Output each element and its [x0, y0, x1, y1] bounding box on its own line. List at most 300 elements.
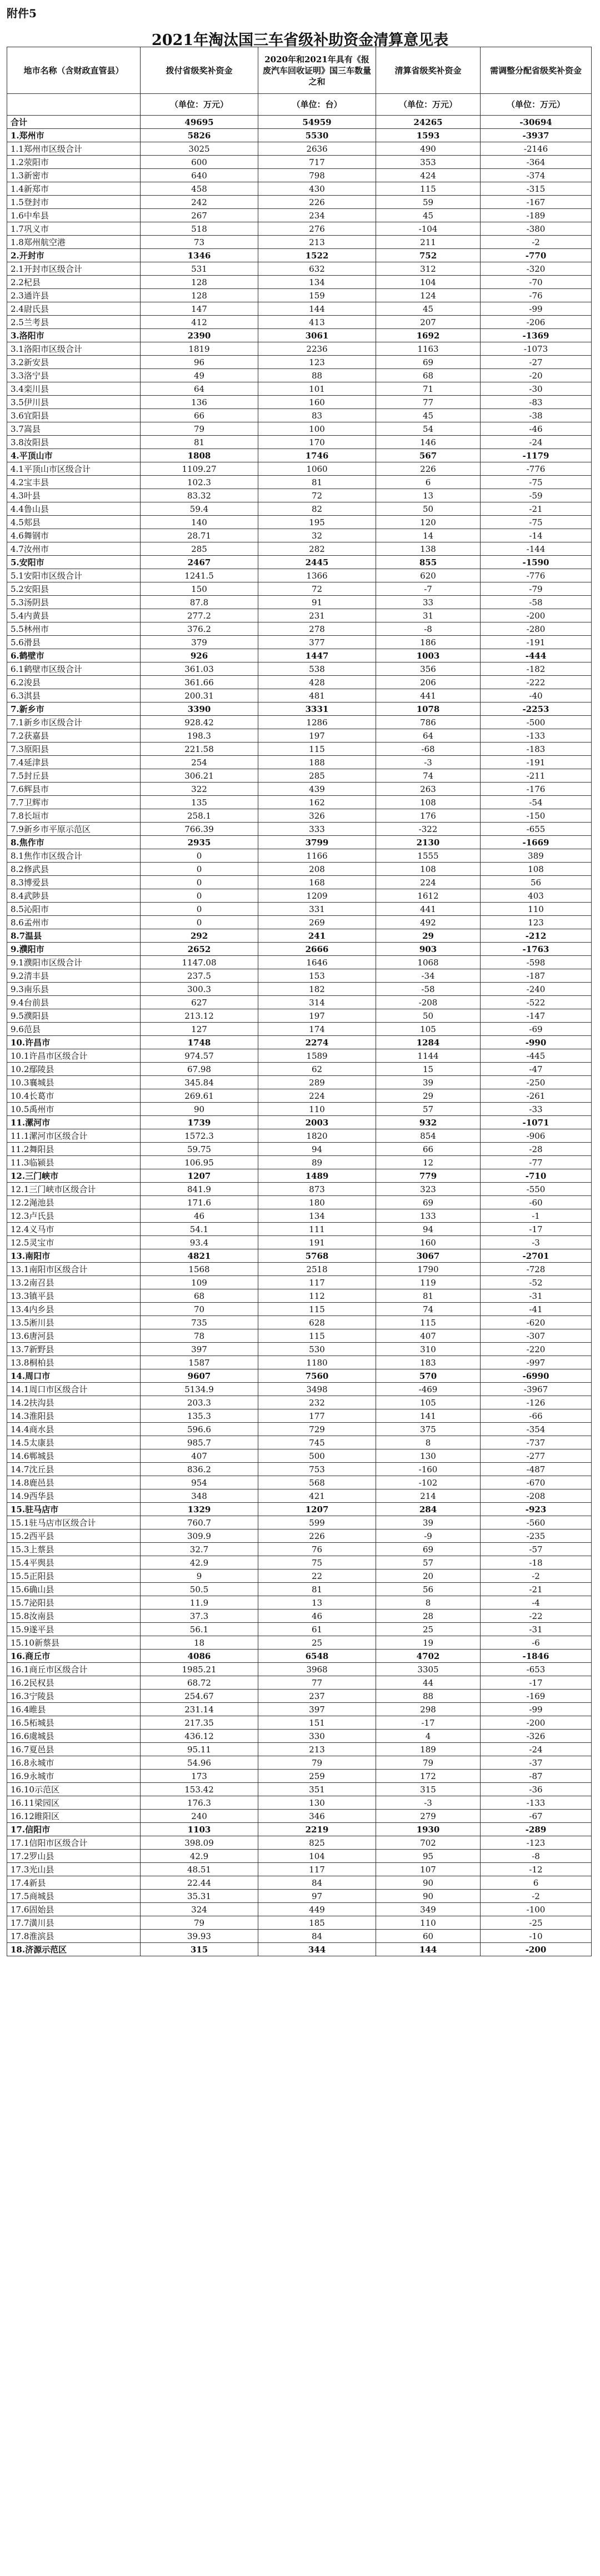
cell-region: 7.3原阳县 — [7, 743, 141, 756]
cell-region: 1.5登封市 — [7, 196, 141, 209]
cell-adjustment: -37 — [481, 1756, 592, 1770]
cell-vehicle-count: 330 — [258, 1730, 376, 1743]
cell-vehicle-count: 3498 — [258, 1383, 376, 1396]
cell-settled: 1003 — [376, 649, 481, 662]
cell-region: 15.10新蔡县 — [7, 1636, 141, 1650]
cell-settled: 1078 — [376, 702, 481, 716]
table-row — [7, 316, 592, 329]
cell-allocated: 231.14 — [141, 1703, 258, 1716]
table-row — [7, 636, 592, 649]
cell-vehicle-count: 83 — [258, 409, 376, 422]
cell-adjustment: 403 — [481, 889, 592, 903]
cell-allocated: 200.31 — [141, 689, 258, 702]
cell-adjustment: 123 — [481, 916, 592, 929]
cell-adjustment: -500 — [481, 716, 592, 729]
cell-allocated: 90 — [141, 1103, 258, 1116]
cell-region: 7.2获嘉县 — [7, 729, 141, 743]
cell-adjustment: -183 — [481, 743, 592, 756]
cell-vehicle-count: 115 — [258, 1303, 376, 1316]
cell-adjustment: -59 — [481, 489, 592, 502]
cell-adjustment: -250 — [481, 1076, 592, 1089]
cell-vehicle-count: 628 — [258, 1316, 376, 1329]
cell-allocated: 954 — [141, 1476, 258, 1489]
cell-settled: -3 — [376, 1796, 481, 1810]
table-row — [7, 1369, 592, 1383]
cell-adjustment: -123 — [481, 1836, 592, 1850]
table-row — [7, 676, 592, 689]
cell-vehicle-count: 7560 — [258, 1369, 376, 1383]
cell-adjustment: -6990 — [481, 1369, 592, 1383]
cell-region: 17.2罗山县 — [7, 1850, 141, 1863]
table-row — [7, 342, 592, 356]
cell-region: 16.12睢阳区 — [7, 1810, 141, 1823]
cell-adjustment: -206 — [481, 316, 592, 329]
cell-allocated: 83.32 — [141, 489, 258, 502]
cell-settled: 1692 — [376, 329, 481, 342]
cell-region: 3.3洛宁县 — [7, 369, 141, 382]
cell-region: 16.商丘市 — [7, 1650, 141, 1663]
cell-allocated: 412 — [141, 316, 258, 329]
table-row — [7, 1690, 592, 1703]
table-row — [7, 1516, 592, 1529]
cell-allocated: 140 — [141, 516, 258, 529]
cell-allocated: 1329 — [141, 1503, 258, 1516]
cell-region: 14.4商水县 — [7, 1423, 141, 1436]
cell-allocated: 79 — [141, 1916, 258, 1930]
cell-settled: 183 — [376, 1356, 481, 1369]
cell-region: 1.4新郑市 — [7, 182, 141, 196]
cell-vehicle-count: 729 — [258, 1423, 376, 1436]
cell-region: 5.3汤阴县 — [7, 596, 141, 609]
cell-vehicle-count: 61 — [258, 1623, 376, 1636]
cell-vehicle-count: 351 — [258, 1783, 376, 1796]
table-row — [7, 756, 592, 769]
subsidy-table — [7, 47, 592, 1956]
cell-settled: 1612 — [376, 889, 481, 903]
cell-settled: -160 — [376, 1463, 481, 1476]
cell-allocated: 1819 — [141, 342, 258, 356]
cell-region: 16.6虞城县 — [7, 1730, 141, 1743]
cell-adjustment: -24 — [481, 1743, 592, 1756]
cell-vehicle-count: 1646 — [258, 956, 376, 969]
cell-region: 13.南阳市 — [7, 1249, 141, 1263]
cell-settled: 107 — [376, 1863, 481, 1876]
cell-adjustment: -1073 — [481, 342, 592, 356]
cell-adjustment: -191 — [481, 636, 592, 649]
cell-allocated: 68 — [141, 1289, 258, 1303]
cell-allocated: 42.9 — [141, 1850, 258, 1863]
cell-adjustment: -10 — [481, 1930, 592, 1943]
cell-settled: 4702 — [376, 1650, 481, 1663]
cell-vehicle-count: 160 — [258, 396, 376, 409]
cell-settled: 160 — [376, 1236, 481, 1249]
cell-vehicle-count: 185 — [258, 1916, 376, 1930]
cell-adjustment: -261 — [481, 1089, 592, 1103]
cell-adjustment: -46 — [481, 422, 592, 436]
cell-region: 5.5林州市 — [7, 622, 141, 636]
cell-settled: 1163 — [376, 342, 481, 356]
cell-adjustment: -307 — [481, 1329, 592, 1343]
cell-allocated: 213.12 — [141, 1009, 258, 1023]
cell-vehicle-count: 873 — [258, 1183, 376, 1196]
table-row — [7, 1023, 592, 1036]
cell-settled: -8 — [376, 622, 481, 636]
table-row — [7, 1156, 592, 1169]
cell-settled: 323 — [376, 1183, 481, 1196]
table-row — [7, 863, 592, 876]
cell-adjustment: -2253 — [481, 702, 592, 716]
cell-region: 8.焦作市 — [7, 836, 141, 849]
cell-settled: 94 — [376, 1223, 481, 1236]
cell-allocated: 78 — [141, 1329, 258, 1343]
cell-settled: 20 — [376, 1569, 481, 1583]
cell-settled: 407 — [376, 1329, 481, 1343]
cell-vehicle-count: 1366 — [258, 569, 376, 582]
table-row — [7, 783, 592, 796]
cell-adjustment: -144 — [481, 542, 592, 556]
cell-adjustment: -380 — [481, 222, 592, 236]
cell-allocated: 1241.5 — [141, 569, 258, 582]
cell-region: 5.6滑县 — [7, 636, 141, 649]
cell-settled: 141 — [376, 1409, 481, 1423]
cell-settled: 1068 — [376, 956, 481, 969]
cell-adjustment: 389 — [481, 849, 592, 863]
table-row — [7, 1716, 592, 1730]
cell-vehicle-count: 1820 — [258, 1129, 376, 1143]
cell-adjustment: -364 — [481, 156, 592, 169]
table-row — [7, 1796, 592, 1810]
cell-adjustment: -444 — [481, 649, 592, 662]
cell-region: 7.新乡市 — [7, 702, 141, 716]
cell-allocated: 1109.27 — [141, 462, 258, 476]
table-row — [7, 1836, 592, 1850]
cell-vehicle-count: 25 — [258, 1636, 376, 1650]
cell-allocated: 277.2 — [141, 609, 258, 622]
cell-allocated: 28.71 — [141, 529, 258, 542]
cell-adjustment: -60 — [481, 1196, 592, 1209]
cell-adjustment: -211 — [481, 769, 592, 783]
cell-region: 1.6中牟县 — [7, 209, 141, 222]
cell-settled: 28 — [376, 1610, 481, 1623]
cell-adjustment: -277 — [481, 1449, 592, 1463]
cell-settled: 567 — [376, 449, 481, 462]
unit-allocated: （单位：万元） — [141, 94, 258, 116]
cell-allocated: 2652 — [141, 943, 258, 956]
table-row — [7, 1036, 592, 1049]
cell-settled: 375 — [376, 1423, 481, 1436]
cell-allocated: 136 — [141, 396, 258, 409]
cell-vehicle-count: 234 — [258, 209, 376, 222]
table-row — [7, 1890, 592, 1903]
cell-vehicle-count: 162 — [258, 796, 376, 809]
cell-allocated: 258.1 — [141, 809, 258, 823]
cell-adjustment: -187 — [481, 969, 592, 983]
cell-allocated: 348 — [141, 1489, 258, 1503]
cell-adjustment: -8 — [481, 1850, 592, 1863]
cell-region: 16.2民权县 — [7, 1676, 141, 1690]
cell-settled: 8 — [376, 1436, 481, 1449]
unit-settled: （单位：万元） — [376, 94, 481, 116]
cell-settled: 24265 — [376, 116, 481, 129]
cell-allocated: 73 — [141, 236, 258, 249]
cell-adjustment: -22 — [481, 1610, 592, 1623]
cell-region: 1.7巩义市 — [7, 222, 141, 236]
table-row — [7, 1636, 592, 1650]
cell-region: 7.9新乡市平原示范区 — [7, 823, 141, 836]
cell-adjustment: -38 — [481, 409, 592, 422]
cell-allocated: 2467 — [141, 556, 258, 569]
table-row — [7, 289, 592, 302]
cell-region: 14.6郸城县 — [7, 1449, 141, 1463]
table-row — [7, 649, 592, 662]
table-row — [7, 1103, 592, 1116]
cell-allocated: 627 — [141, 996, 258, 1009]
cell-adjustment: 6 — [481, 1876, 592, 1890]
cell-vehicle-count: 481 — [258, 689, 376, 702]
cell-region: 15.5正阳县 — [7, 1569, 141, 1583]
cell-allocated: 66 — [141, 409, 258, 422]
cell-settled: 14 — [376, 529, 481, 542]
cell-region: 18.济源示范区 — [7, 1943, 141, 1956]
cell-allocated: 322 — [141, 783, 258, 796]
table-row — [7, 836, 592, 849]
cell-adjustment: -598 — [481, 956, 592, 969]
table-row — [7, 1916, 592, 1930]
cell-settled: 1593 — [376, 129, 481, 142]
cell-region: 17.5商城县 — [7, 1890, 141, 1903]
cell-adjustment: -374 — [481, 169, 592, 182]
cell-vehicle-count: 180 — [258, 1196, 376, 1209]
table-row — [7, 1223, 592, 1236]
cell-adjustment: -57 — [481, 1543, 592, 1556]
cell-adjustment: -1369 — [481, 329, 592, 342]
cell-vehicle-count: 397 — [258, 1703, 376, 1716]
cell-adjustment: -28 — [481, 1143, 592, 1156]
cell-vehicle-count: 2445 — [258, 556, 376, 569]
cell-adjustment: -653 — [481, 1663, 592, 1676]
cell-settled: 74 — [376, 1303, 481, 1316]
cell-adjustment: -30 — [481, 382, 592, 396]
cell-settled: 356 — [376, 662, 481, 676]
cell-allocated: 3390 — [141, 702, 258, 716]
cell-region: 10.5禹州市 — [7, 1103, 141, 1116]
cell-adjustment: -737 — [481, 1436, 592, 1449]
table-row — [7, 809, 592, 823]
table-row — [7, 1263, 592, 1276]
cell-region: 11.漯河市 — [7, 1116, 141, 1129]
cell-vehicle-count: 32 — [258, 529, 376, 542]
cell-allocated: 928.42 — [141, 716, 258, 729]
cell-vehicle-count: 428 — [258, 676, 376, 689]
cell-adjustment: -6 — [481, 1636, 592, 1650]
table-row — [7, 236, 592, 249]
cell-allocated: 361.03 — [141, 662, 258, 676]
cell-settled: 214 — [376, 1489, 481, 1503]
cell-vehicle-count: 278 — [258, 622, 376, 636]
cell-adjustment: -208 — [481, 1489, 592, 1503]
cell-region: 1.2荥阳市 — [7, 156, 141, 169]
cell-vehicle-count: 72 — [258, 489, 376, 502]
table-row — [7, 209, 592, 222]
cell-adjustment: -200 — [481, 1716, 592, 1730]
cell-vehicle-count: 3799 — [258, 836, 376, 849]
cell-settled: 81 — [376, 1289, 481, 1303]
cell-adjustment: -235 — [481, 1529, 592, 1543]
cell-vehicle-count: 100 — [258, 422, 376, 436]
cell-vehicle-count: 632 — [258, 262, 376, 276]
cell-region: 13.5淅川县 — [7, 1316, 141, 1329]
cell-settled: 349 — [376, 1903, 481, 1916]
cell-settled: 95 — [376, 1850, 481, 1863]
cell-allocated: 54.1 — [141, 1223, 258, 1236]
header-adjustment: 需调整分配省级奖补资金 — [481, 47, 592, 94]
cell-settled: 69 — [376, 1196, 481, 1209]
cell-adjustment: -167 — [481, 196, 592, 209]
cell-allocated: 67.98 — [141, 1063, 258, 1076]
cell-region: 4.4鲁山县 — [7, 502, 141, 516]
cell-settled: 144 — [376, 1943, 481, 1956]
cell-allocated: 0 — [141, 863, 258, 876]
cell-allocated: 79 — [141, 422, 258, 436]
cell-region: 8.1焦作市区级合计 — [7, 849, 141, 863]
cell-adjustment: -4 — [481, 1596, 592, 1610]
cell-region: 14.7沈丘县 — [7, 1463, 141, 1476]
cell-adjustment: -3967 — [481, 1383, 592, 1396]
cell-adjustment: -99 — [481, 302, 592, 316]
cell-region: 3.8汝阳县 — [7, 436, 141, 449]
cell-allocated: 760.7 — [141, 1516, 258, 1529]
cell-adjustment: -923 — [481, 1503, 592, 1516]
table-row — [7, 622, 592, 636]
cell-allocated: 841.9 — [141, 1183, 258, 1196]
cell-allocated: 1808 — [141, 449, 258, 462]
cell-settled: -34 — [376, 969, 481, 983]
cell-allocated: 292 — [141, 929, 258, 943]
cell-region: 11.2舞阳县 — [7, 1143, 141, 1156]
cell-vehicle-count: 377 — [258, 636, 376, 649]
cell-adjustment: -14 — [481, 529, 592, 542]
cell-settled: -68 — [376, 743, 481, 756]
cell-settled: 176 — [376, 809, 481, 823]
table-row — [7, 569, 592, 582]
table-row — [7, 956, 592, 969]
cell-region: 2.开封市 — [7, 249, 141, 262]
table-row — [7, 1743, 592, 1756]
table-row — [7, 1383, 592, 1396]
cell-settled: 3067 — [376, 1249, 481, 1263]
table-row — [7, 716, 592, 729]
cell-allocated: 1985.21 — [141, 1663, 258, 1676]
table-row — [7, 1316, 592, 1329]
cell-vehicle-count: 89 — [258, 1156, 376, 1169]
cell-adjustment: -200 — [481, 1943, 592, 1956]
cell-allocated: 4821 — [141, 1249, 258, 1263]
table-row — [7, 996, 592, 1009]
cell-adjustment: -670 — [481, 1476, 592, 1489]
cell-region: 10.4长葛市 — [7, 1089, 141, 1103]
cell-allocated: 68.72 — [141, 1676, 258, 1690]
cell-vehicle-count: 1166 — [258, 849, 376, 863]
cell-region: 17.4新县 — [7, 1876, 141, 1890]
cell-allocated: 95.11 — [141, 1743, 258, 1756]
cell-adjustment: -100 — [481, 1903, 592, 1916]
cell-adjustment: -289 — [481, 1823, 592, 1836]
cell-region: 16.8永城市 — [7, 1756, 141, 1770]
cell-allocated: 285 — [141, 542, 258, 556]
cell-settled: -9 — [376, 1529, 481, 1543]
cell-settled: 50 — [376, 502, 481, 516]
cell-settled: 855 — [376, 556, 481, 569]
cell-region: 10.3襄城县 — [7, 1076, 141, 1089]
cell-region: 3.1洛阳市区级合计 — [7, 342, 141, 356]
cell-settled: 105 — [376, 1396, 481, 1409]
cell-settled: 50 — [376, 1009, 481, 1023]
cell-allocated: 531 — [141, 262, 258, 276]
table-row — [7, 436, 592, 449]
cell-region: 3.2新安县 — [7, 356, 141, 369]
cell-allocated: 46 — [141, 1209, 258, 1223]
cell-adjustment: -21 — [481, 502, 592, 516]
cell-region: 12.3卢氏县 — [7, 1209, 141, 1223]
cell-adjustment: -54 — [481, 796, 592, 809]
cell-vehicle-count: 1489 — [258, 1169, 376, 1183]
cell-adjustment: -620 — [481, 1316, 592, 1329]
cell-allocated: 135 — [141, 796, 258, 809]
table-row — [7, 1089, 592, 1103]
table-row — [7, 1076, 592, 1089]
cell-allocated: 974.57 — [141, 1049, 258, 1063]
cell-region: 15.驻马店市 — [7, 1503, 141, 1516]
cell-allocated: 242 — [141, 196, 258, 209]
table-row — [7, 943, 592, 956]
cell-adjustment: -3937 — [481, 129, 592, 142]
table-row — [7, 662, 592, 676]
cell-region: 17.信阳市 — [7, 1823, 141, 1836]
cell-allocated: 1748 — [141, 1036, 258, 1049]
cell-region: 16.4睢县 — [7, 1703, 141, 1716]
cell-settled: 284 — [376, 1503, 481, 1516]
cell-vehicle-count: 413 — [258, 316, 376, 329]
cell-region: 16.10示范区 — [7, 1783, 141, 1796]
table-row — [7, 1596, 592, 1610]
cell-allocated: 361.66 — [141, 676, 258, 689]
cell-region: 7.5封丘县 — [7, 769, 141, 783]
cell-region: 4.7汝州市 — [7, 542, 141, 556]
cell-adjustment: -522 — [481, 996, 592, 1009]
cell-vehicle-count: 538 — [258, 662, 376, 676]
cell-region: 16.7夏邑县 — [7, 1743, 141, 1756]
cell-settled: 133 — [376, 1209, 481, 1223]
cell-vehicle-count: 22 — [258, 1569, 376, 1583]
cell-vehicle-count: 159 — [258, 289, 376, 302]
cell-settled: 33 — [376, 596, 481, 609]
cell-region: 8.5沁阳市 — [7, 903, 141, 916]
cell-vehicle-count: 104 — [258, 1850, 376, 1863]
cell-vehicle-count: 13 — [258, 1596, 376, 1610]
table-row — [7, 1249, 592, 1263]
cell-allocated: 217.35 — [141, 1716, 258, 1730]
table-row — [7, 689, 592, 702]
cell-vehicle-count: 269 — [258, 916, 376, 929]
cell-allocated: 315 — [141, 1943, 258, 1956]
cell-adjustment: -655 — [481, 823, 592, 836]
cell-region: 7.1新乡市区级合计 — [7, 716, 141, 729]
cell-allocated: 5826 — [141, 129, 258, 142]
cell-settled: 424 — [376, 169, 481, 182]
table-row — [7, 609, 592, 622]
cell-vehicle-count: 231 — [258, 609, 376, 622]
cell-region: 12.2渑池县 — [7, 1196, 141, 1209]
